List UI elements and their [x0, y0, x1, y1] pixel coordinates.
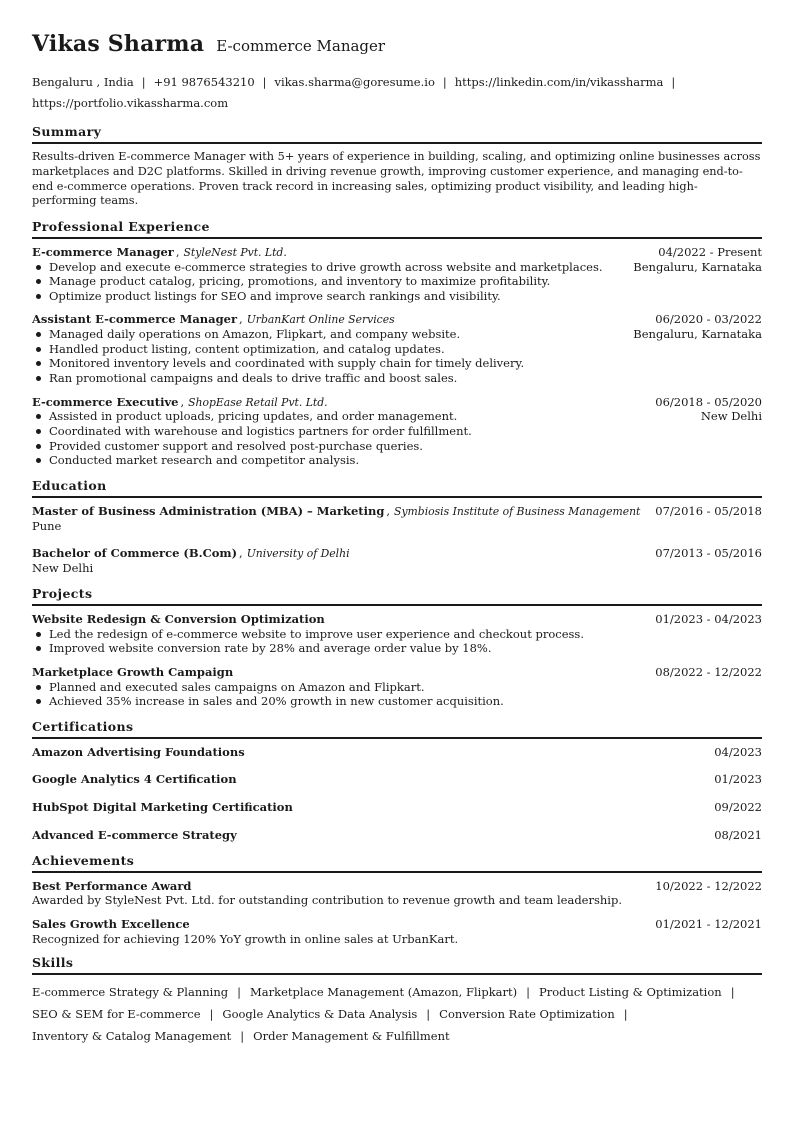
degree-name: Master of Business Administration (MBA) – Marketing [32, 503, 385, 518]
achievement-entry [32, 879, 762, 908]
education-entry: Master of Business Administration (MBA) – Marketing , Symbiosis Institute of Business Management 07/2016 - 05/2018 Pune [32, 503, 762, 533]
achievement-description: Recognized for achieving 120% YoY growth in online sales at UrbanKart. [32, 931, 459, 946]
skill-item: Conversion Rate Optimization [439, 1007, 615, 1022]
degree-name: Bachelor of Commerce (B.Com) [32, 546, 238, 561]
contact-linkedin[interactable]: https://linkedin.com/in/vikassharma [454, 75, 664, 90]
job-dates: 04/2022 - Present [658, 244, 762, 259]
skill-item: Product Listing & Optimization [539, 985, 722, 1000]
skill-item: Order Management & Fulfillment [253, 1029, 450, 1044]
skills-line: E-commerce Strategy & Planning | Marketplace Management (Amazon, Flipkart) | Product Listing & Optimization | [32, 985, 735, 1000]
bullet-item: Ran promotional campaigns and deals to drive traffic and boost sales. [32, 371, 621, 386]
bullet-item: Monitored inventory levels and coordinated with supply chain for timely delivery. [32, 356, 621, 371]
certification-entry [32, 745, 762, 760]
education-dates: 07/2013 - 05/2016 [655, 546, 762, 561]
skills-list [32, 981, 762, 1047]
skill-item: Google Analytics & Data Analysis [222, 1007, 418, 1022]
job-title: Assistant E-commerce Manager [32, 312, 238, 327]
certification-entry [32, 800, 762, 815]
bullet-item: Manage product catalog, pricing, promotions, and inventory to maximize profitability. [32, 274, 621, 289]
school-name: Symbiosis Institute of Business Management [394, 504, 641, 518]
bullet-list [32, 627, 762, 656]
achievement-description: Awarded by StyleNest Pvt. Ltd. for outstanding contribution to revenue growth and team leadership. [32, 893, 622, 908]
project-name: Marketplace Growth Campaign [32, 664, 234, 679]
bullet-list [32, 409, 689, 467]
achievement-name: Best Performance Award [32, 878, 192, 893]
education-location: New Delhi [32, 561, 94, 576]
job-title: E-commerce Executive [32, 394, 179, 409]
bullet-item: Planned and executed sales campaigns on Amazon and Flipkart. [32, 680, 762, 695]
summary-section [32, 124, 762, 209]
certification-date: 09/2022 [714, 800, 762, 815]
candidate-role: E-commerce Manager [216, 37, 386, 55]
education-section [32, 478, 762, 576]
projects-section [32, 586, 762, 709]
bullet-item: Coordinated with warehouse and logistics partners for order fulfillment. [32, 424, 689, 439]
job-location: New Delhi [700, 409, 762, 424]
experience-entry: E-commerce Executive , ShopEase Retail Pvt. Ltd. 06/2018 - 05/2020 Assisted in product uploads, pricing updates, and order management. Coordinated with warehouse and logistics partners for order fulfillment. Provided customer support and resolved post-purchase queries. Conducted market research and competitor analysis. New Delhi [32, 394, 762, 468]
certification-date: 01/2023 [714, 772, 762, 787]
experience-entry: Assistant E-commerce Manager , UrbanKart Online Services 06/2020 - 03/2022 Managed daily operations on Amazon, Flipkart, and company website. Handled product listing, content optimization, and catalog updates. Monitored inventory levels and coordinated with supply chain for timely delivery. Ran promotional campaigns and deals to drive traffic and boost sales. Bengaluru, Karnataka [32, 312, 762, 386]
section-title: Skills [32, 955, 762, 975]
contact-info [32, 72, 762, 114]
bullet-item: Assisted in product uploads, pricing updates, and order management. [32, 409, 689, 424]
achievement-entry [32, 917, 762, 946]
bullet-item: Optimize product listings for SEO and improve search rankings and visibility. [32, 289, 621, 304]
section-title: Projects [32, 586, 762, 606]
bullet-item: Achieved 35% increase in sales and 20% growth in new customer acquisition. [32, 694, 762, 709]
achievement-dates: 01/2021 - 12/2021 [655, 917, 762, 931]
certification-date: 08/2021 [714, 827, 762, 842]
job-dates: 06/2020 - 03/2022 [655, 312, 762, 327]
contact-email[interactable]: vikas.sharma@goresume.io [274, 75, 435, 90]
contact-portfolio[interactable]: https://portfolio.vikassharma.com [32, 96, 229, 111]
separator: | [442, 75, 447, 90]
bullet-item: Handled product listing, content optimization, and catalog updates. [32, 342, 621, 357]
bullet-item: Managed daily operations on Amazon, Flipkart, and company website. [32, 327, 621, 342]
certification-name: Amazon Advertising Foundations [32, 744, 245, 759]
education-location: Pune [32, 518, 62, 533]
section-title: Professional Experience [32, 219, 762, 239]
bullet-item: Conducted market research and competitor analysis. [32, 453, 689, 468]
contact-phone: +91 9876543210 [153, 75, 255, 90]
certification-entry [32, 828, 762, 843]
skills-line: SEO & SEM for E-commerce | Google Analytics & Data Analysis | Conversion Rate Optimization | [32, 1007, 628, 1022]
skills-section [32, 955, 762, 1047]
job-location: Bengaluru, Karnataka [633, 259, 762, 274]
certification-name: Google Analytics 4 Certification [32, 772, 237, 787]
separator: | [262, 75, 267, 90]
education-dates: 07/2016 - 05/2018 [655, 503, 762, 518]
company-name: UrbanKart Online Services [246, 313, 395, 327]
skill-item: Marketplace Management (Amazon, Flipkart) [249, 985, 518, 1000]
bullet-list [32, 680, 762, 709]
experience-section [32, 219, 762, 468]
section-title: Summary [32, 124, 762, 144]
experience-entry: E-commerce Manager , StyleNest Pvt. Ltd. 04/2022 - Present Develop and execute e-commerce strategies to drive growth across website and marketplaces. Manage product catalog, pricing, promotions, and inventory to maximize profitability. Optimize product listings for SEO and improve search rankings and visibility. Bengaluru, Karnataka [32, 244, 762, 303]
skill-item: SEO & SEM for E-commerce [32, 1007, 201, 1022]
education-entry: Bachelor of Commerce (B.Com) , University of Delhi 07/2013 - 05/2016 New Delhi [32, 546, 762, 576]
bullet-list [32, 327, 621, 385]
section-title: Achievements [32, 853, 762, 873]
skills-line: Inventory & Catalog Management | Order Management & Fulfillment [32, 1029, 450, 1044]
section-title: Certifications [32, 719, 762, 739]
company-name: ShopEase Retail Pvt. Ltd. [188, 395, 328, 409]
job-dates: 06/2018 - 05/2020 [655, 394, 762, 409]
certification-entry [32, 772, 762, 787]
separator: | [141, 75, 146, 90]
job-location: Bengaluru, Karnataka [633, 327, 762, 342]
project-dates: 01/2023 - 04/2023 [655, 611, 762, 626]
achievement-dates: 10/2022 - 12/2022 [655, 878, 762, 893]
resume-header [32, 30, 762, 58]
achievements-section [32, 853, 762, 947]
project-entry [32, 665, 762, 709]
summary-text: Results-driven E-commerce Manager with 5+ years of experience in building, scaling, and optimizing online businesses across marketplaces and D2C platforms. Skilled in driving revenue growth, improving customer experience, and managing end-to-end e-commerce operations. Proven track record in increasing sales, optimizing product visibility, and leading high-performing teams. [32, 150, 761, 208]
project-entry [32, 612, 762, 656]
bullet-item: Led the redesign of e-commerce website to improve user experience and checkout process. [32, 627, 762, 642]
section-title: Education [32, 478, 762, 498]
certification-name: Advanced E-commerce Strategy [32, 827, 237, 842]
certifications-section [32, 719, 762, 843]
bullet-item: Provided customer support and resolved post-purchase queries. [32, 439, 689, 454]
skill-item: E-commerce Strategy & Planning [32, 985, 229, 1000]
certification-name: HubSpot Digital Marketing Certification [32, 800, 293, 815]
bullet-item: Improved website conversion rate by 28% and average order value by 18%. [32, 641, 762, 656]
certification-date: 04/2023 [714, 744, 762, 759]
bullet-item: Develop and execute e-commerce strategies to drive growth across website and marketplaces. [32, 260, 621, 275]
achievement-name: Sales Growth Excellence [32, 917, 190, 931]
project-dates: 08/2022 - 12/2022 [655, 664, 762, 679]
company-name: StyleNest Pvt. Ltd. [183, 245, 287, 259]
school-name: University of Delhi [246, 547, 350, 561]
job-title: E-commerce Manager [32, 244, 174, 259]
candidate-name: Vikas Sharma [32, 31, 205, 57]
separator: | [671, 75, 676, 90]
skill-item: Inventory & Catalog Management [32, 1029, 232, 1044]
project-name: Website Redesign & Conversion Optimization [32, 611, 325, 626]
contact-location: Bengaluru , India [32, 75, 134, 90]
bullet-list [32, 260, 621, 304]
